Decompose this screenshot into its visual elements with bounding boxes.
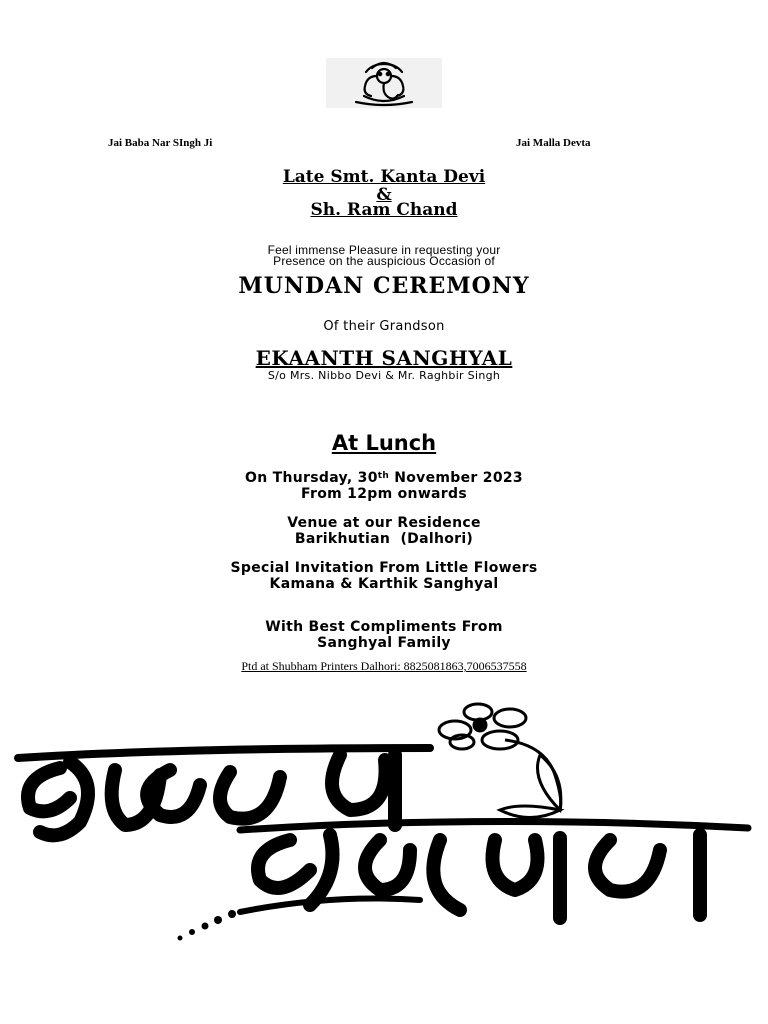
invitation-line-2: Presence on the auspicious Occasion of [273, 254, 495, 268]
date-rest: November 2023 [389, 470, 523, 486]
special-invitation-line-1: Special Invitation From Little Flowers [230, 560, 538, 576]
time-line: From 12pm onwards [301, 486, 467, 502]
flower-icon [439, 704, 561, 818]
invitation-line-1: Feel immense Pleasure in requesting your [267, 243, 501, 257]
compliments-line-2: Sanghyal Family [317, 635, 451, 651]
relation-text: Of their Grandson [323, 319, 445, 334]
venue-line-1: Venue at our Residence [287, 515, 481, 531]
special-invitation-line-2: Kamana & Karthik Sanghyal [269, 576, 499, 592]
printer-credit: Ptd at Shubham Printers Dalhori: 8825081863,7006537558 [241, 659, 527, 673]
child-name: EKAANTH SANGHYAL [255, 346, 513, 370]
host-name-2: Sh. Ram Chand [310, 200, 458, 220]
ganesha-icon [326, 58, 442, 108]
blessing-left: Jai Baba Nar SIngh Ji [108, 137, 213, 149]
ceremony-title: MUNDAN CEREMONY [238, 273, 530, 299]
mundan-sanskar-calligraphy-icon [0, 700, 768, 960]
meal-heading: At Lunch [331, 431, 437, 455]
compliments-line-1: With Best Compliments From [265, 619, 503, 635]
host-name-1: Late Smt. Kanta Devi [282, 167, 486, 187]
date-suffix: th [377, 471, 390, 481]
date-line [0, 470, 768, 487]
host-ampersand: & [376, 185, 392, 205]
ganesha-logo [326, 58, 442, 108]
parents-line: S/o Mrs. Nibbo Devi & Mr. Raghbir Singh [267, 369, 501, 382]
venue-line-2: Barikhutian (Dalhori) [294, 531, 474, 547]
blessing-right: Jai Malla Devta [516, 137, 591, 149]
date-prefix: On Thursday, 30 [245, 470, 378, 486]
